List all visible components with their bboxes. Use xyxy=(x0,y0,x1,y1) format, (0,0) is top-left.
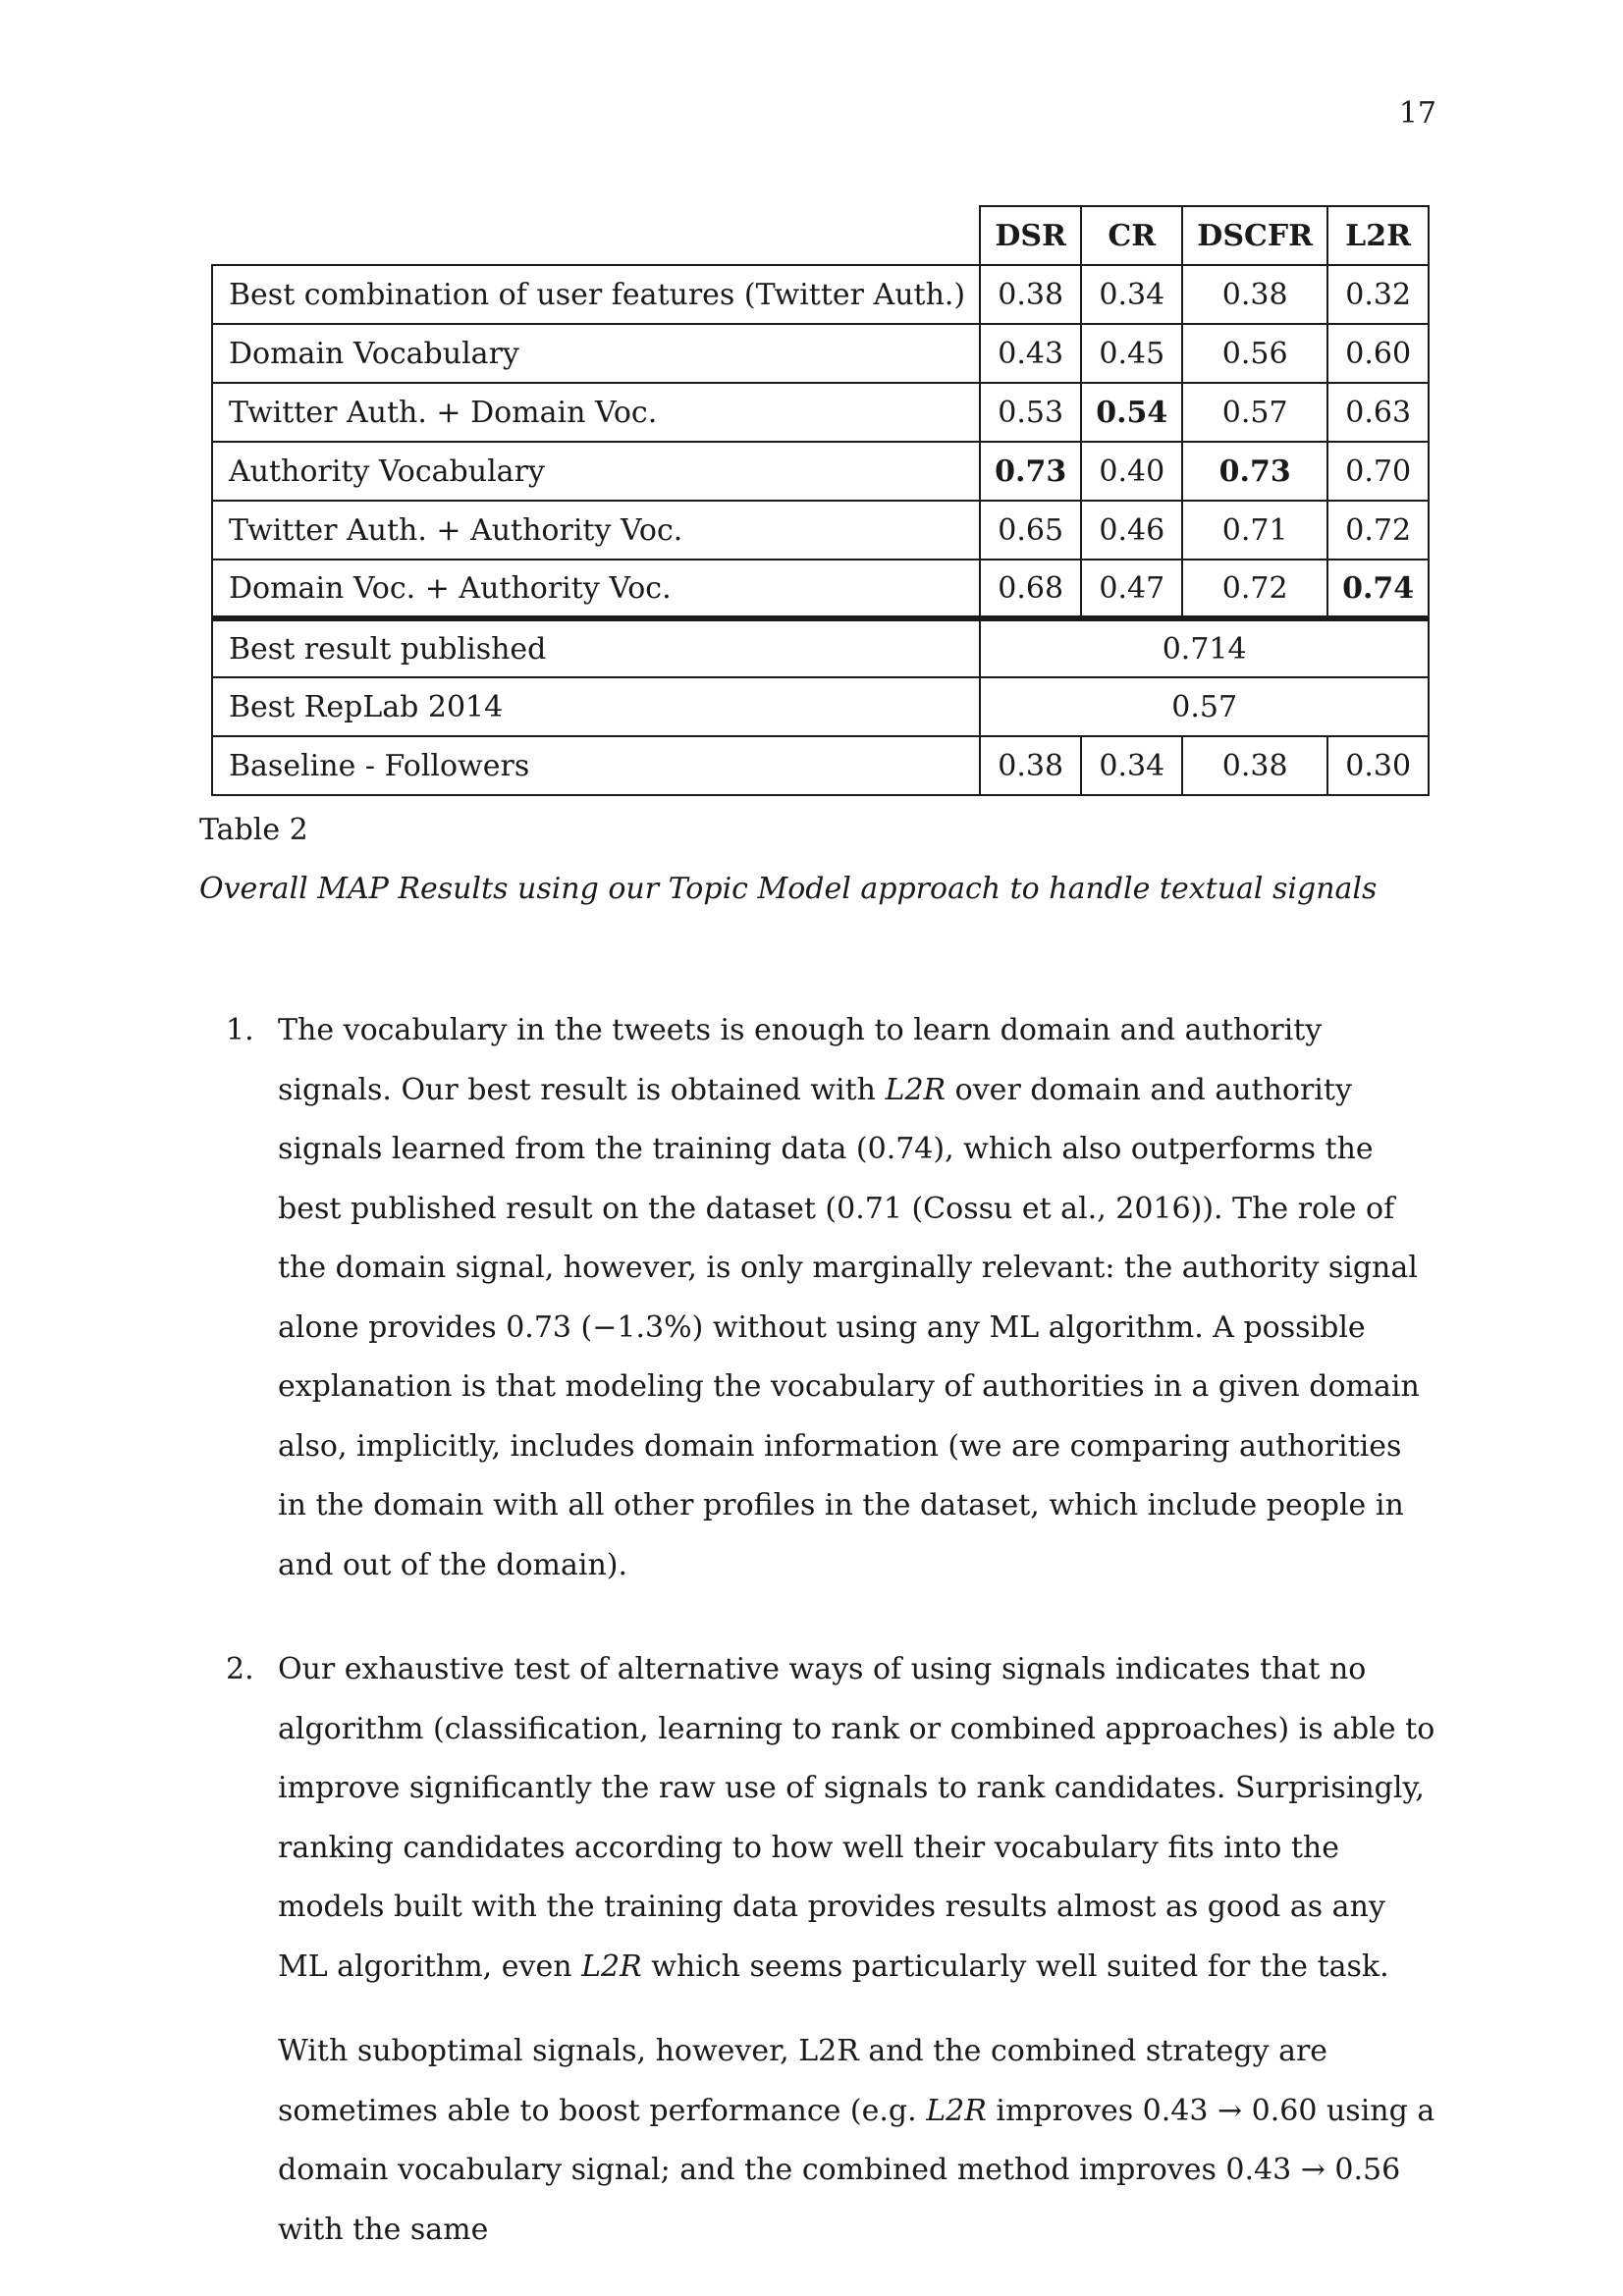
emphasis-run: L2R xyxy=(885,1072,947,1107)
text-run: which seems particularly well suited for the task. xyxy=(641,1949,1389,1984)
table-cell: 0.45 xyxy=(1081,324,1182,383)
table-cell: 0.57 xyxy=(1182,383,1327,442)
list-marker: 1. xyxy=(226,1013,254,1047)
table-row xyxy=(212,560,1429,618)
table-cell: 0.53 xyxy=(980,383,1081,442)
table-cell: 0.34 xyxy=(1081,265,1182,324)
column-header-l2r: L2R xyxy=(1327,206,1429,265)
column-header-dscfr: DSCFR xyxy=(1182,206,1327,265)
reference-value: 0.57 xyxy=(980,677,1429,736)
row-label: Baseline - Followers xyxy=(212,736,980,795)
table-cell: 0.38 xyxy=(1182,736,1327,795)
table-cell: 0.72 xyxy=(1327,501,1429,560)
table-cell: 0.70 xyxy=(1327,442,1429,501)
baseline-row xyxy=(212,736,1429,795)
table-cell: 0.43 xyxy=(980,324,1081,383)
table-cell: 0.38 xyxy=(1182,265,1327,324)
row-label: Domain Vocabulary xyxy=(212,324,980,383)
row-label: Best result published xyxy=(212,618,980,677)
table-row xyxy=(212,383,1429,442)
table-cell: 0.47 xyxy=(1081,560,1182,618)
table-cell: 0.63 xyxy=(1327,383,1429,442)
table-cell: 0.46 xyxy=(1081,501,1182,560)
table-cell: 0.32 xyxy=(1327,265,1429,324)
table-cell: 0.72 xyxy=(1182,560,1327,618)
table-caption-label: Table 2 xyxy=(199,813,308,847)
reference-value: 0.714 xyxy=(980,618,1429,677)
reference-row xyxy=(212,618,1429,677)
table-cell-best: 0.74 xyxy=(1327,560,1429,618)
paragraph xyxy=(278,1640,1435,1997)
emphasis-run: L2R xyxy=(926,2093,987,2128)
list-item xyxy=(226,1001,1435,1595)
table-cell: 0.30 xyxy=(1327,736,1429,795)
column-header-dsr: DSR xyxy=(980,206,1081,265)
table-corner xyxy=(212,206,980,265)
table-cell: 0.56 xyxy=(1182,324,1327,383)
findings-list xyxy=(226,1001,1435,2260)
text-run: over domain and authority signals learned from the training data (0.74), which also outperforms the best published result on the dataset (0.71 (Cossu et al., 2016)). The role of the domain signal, however, is only marginally relevant: the authority signal alone provides 0.73 (−1.3%) without using any ML algorithm. A possible explanation is that modeling the vocabulary of authorities in a given domain also, implicitly, includes domain information (we are comparing authorities in the domain with all other profiles in the dataset, which include people in and out of the domain). xyxy=(278,1072,1420,1582)
text-run: The vocabulary in the tweets is enough to learn domain and authority signals. Our best result is obtained with xyxy=(278,1013,1323,1107)
row-label: Domain Voc. + Authority Voc. xyxy=(212,560,980,618)
emphasis-run: L2R xyxy=(581,1949,642,1984)
table-row xyxy=(212,324,1429,383)
row-label: Twitter Auth. + Domain Voc. xyxy=(212,383,980,442)
table-cell: 0.34 xyxy=(1081,736,1182,795)
column-header-cr: CR xyxy=(1081,206,1182,265)
table-cell: 0.38 xyxy=(980,736,1081,795)
table-cell: 0.40 xyxy=(1081,442,1182,501)
row-label: Best RepLab 2014 xyxy=(212,677,980,736)
table-cell: 0.65 xyxy=(980,501,1081,560)
row-label: Best combination of user features (Twitter Auth.) xyxy=(212,265,980,324)
reference-row xyxy=(212,677,1429,736)
table-row xyxy=(212,265,1429,324)
text-run: Our exhaustive test of alternative ways of using signals indicates that no algorithm (classification, learning to rank or combined approaches) is able to improve significantly the raw use of signals to rank candidates. Surprisingly, ranking candidates according to how well their vocabulary fits into the models built with the training data provides results almost as good as any ML algorithm, even xyxy=(278,1652,1435,1984)
table-cell: 0.38 xyxy=(980,265,1081,324)
table-cell-best: 0.54 xyxy=(1081,383,1182,442)
table-caption-title: Overall MAP Results using our Topic Model approach to handle textual signals xyxy=(199,872,1378,906)
table-cell-best: 0.73 xyxy=(1182,442,1327,501)
text-run: improves 0.43 → 0.60 using a domain vocabulary signal; and the combined method improves 0.43 → 0.56 with the same xyxy=(278,2093,1435,2247)
results-table xyxy=(211,205,1430,796)
paragraph xyxy=(278,2022,1435,2260)
table-row xyxy=(212,501,1429,560)
page-number: 17 xyxy=(1398,96,1436,131)
row-label: Authority Vocabulary xyxy=(212,442,980,501)
table-cell: 0.60 xyxy=(1327,324,1429,383)
text-run: With suboptimal signals, however, L2R and the combined strategy are sometimes able to boost performance (e.g. xyxy=(278,2034,1328,2128)
paragraph xyxy=(278,1001,1435,1595)
row-label: Twitter Auth. + Authority Voc. xyxy=(212,501,980,560)
table-cell-best: 0.73 xyxy=(980,442,1081,501)
list-marker: 2. xyxy=(226,1652,254,1686)
table-cell: 0.71 xyxy=(1182,501,1327,560)
list-item xyxy=(226,1640,1435,2260)
table-header-row xyxy=(212,206,1429,265)
table-row xyxy=(212,442,1429,501)
table-cell: 0.68 xyxy=(980,560,1081,618)
